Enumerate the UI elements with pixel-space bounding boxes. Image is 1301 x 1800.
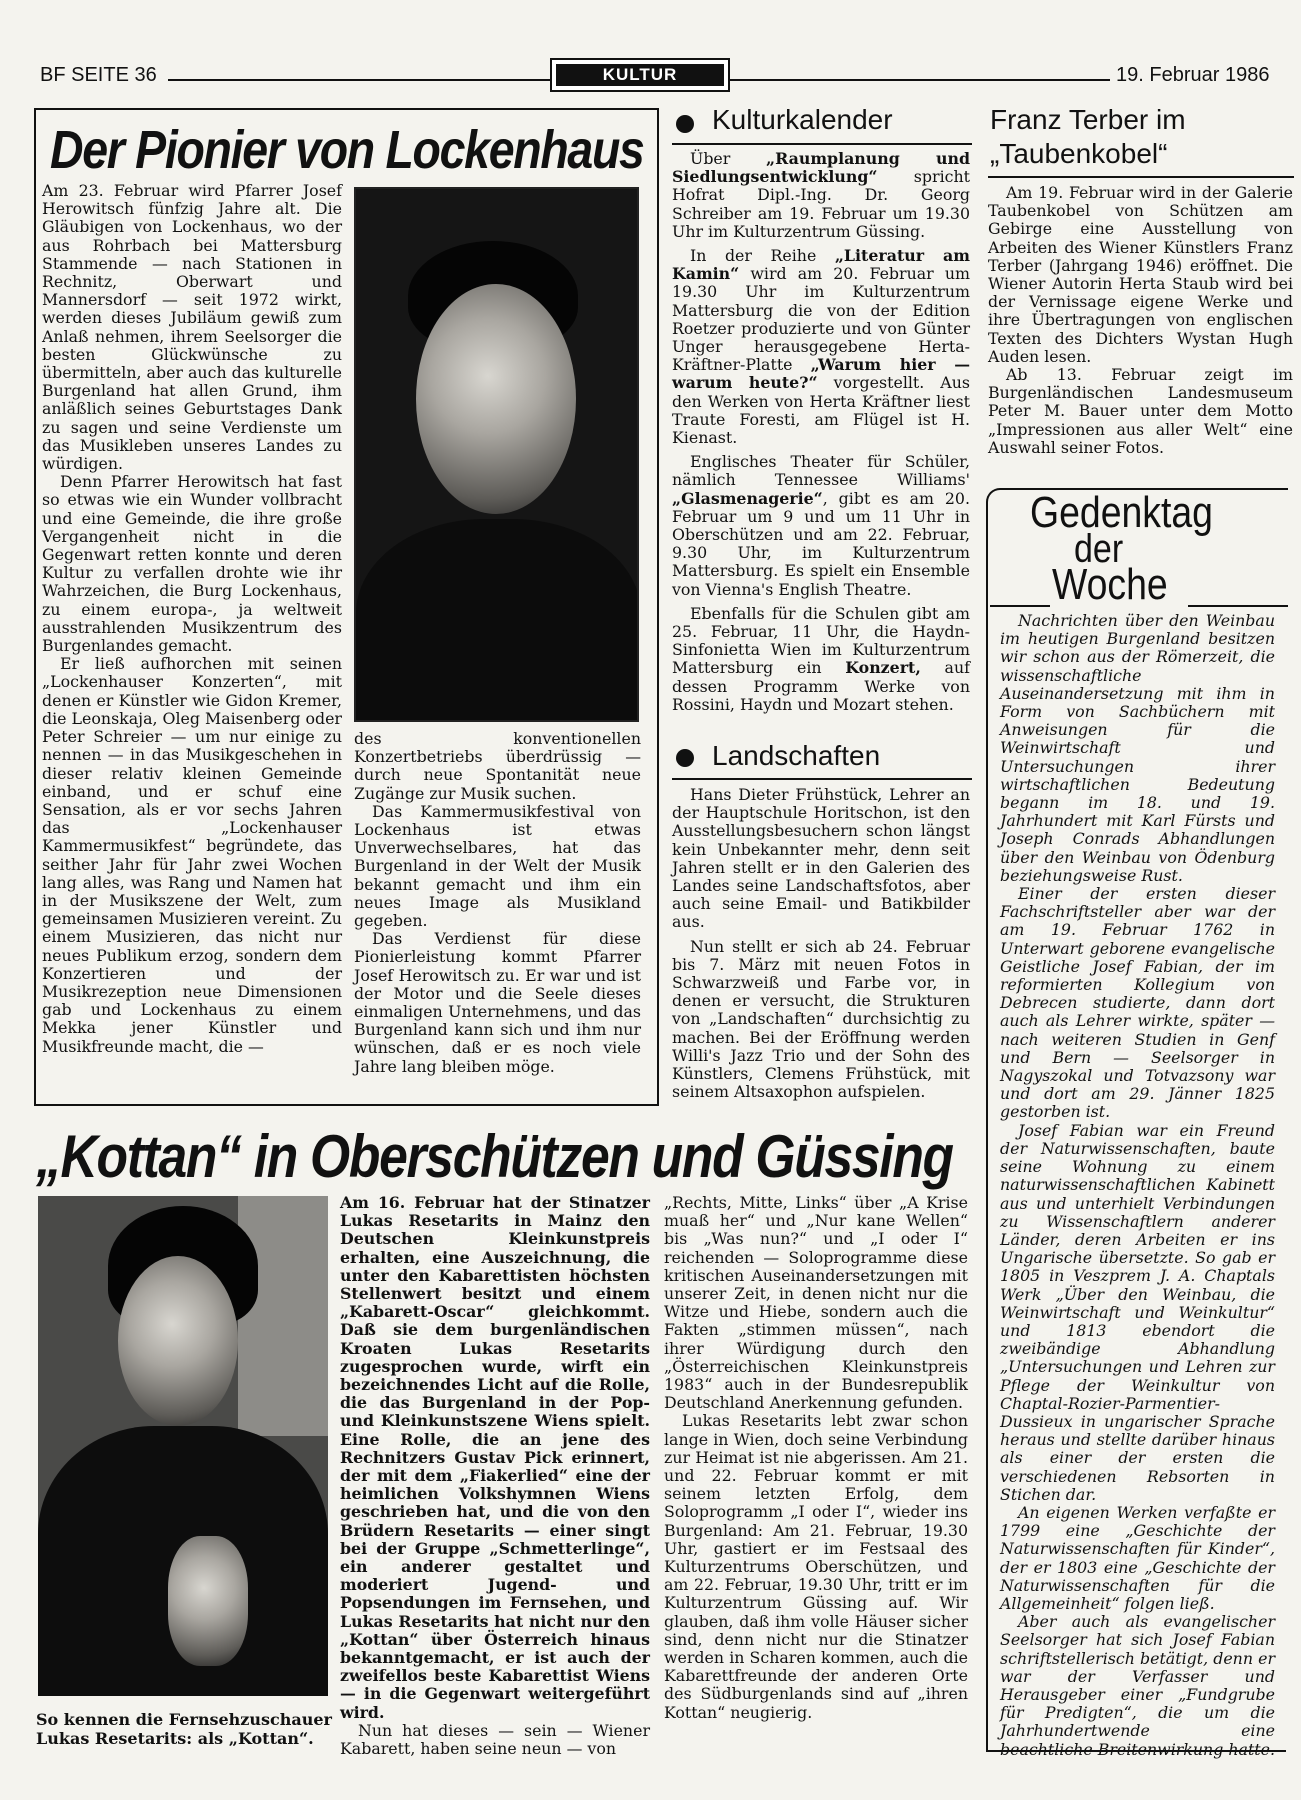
- terber-rule: [988, 176, 1294, 178]
- page-number: BF SEITE 36: [40, 64, 157, 86]
- kulturkalender-item-3: Englisches Theater für Schüler, nämlich Tennessee Williams' „Glasmenagerie“, gibt es am 20. Februar um 9 und um 11 Uhr in Oberschützen und am 22. Februar, 9.30 Uhr, im Kulturzentrum Mattersburg. Es spielt ein Ensemble von Vienna's English Theatre.: [672, 452, 970, 599]
- article-kottan-col2-p2: Lukas Resetarits lebt zwar schon lange in Wien, doch seine Verbindung zur Heimat ist nie abgerissen. Am 21. und 22. Februar kommt er mit seinem letzten Erfolg, dem Soloprogramm „I oder I“, wieder ins Burgenland: Am 21. Februar, 19.30 Uhr, gastiert er im Festsaal des Kulturzentrums Oberschützen, und am 22. Februar, 19.30 Uhr, tritt er im Kulturzentrum Güssing auf. Wir glauben, daß ihm volle Häuser sicher sind, denn nicht nur die Stinatzer werden in Scharen kommen, auch die Kabarettfreunde der anderen Orte des Südburgenlands sind auf „ihren Kottan“ neugierig.: [664, 1411, 968, 1722]
- issue-date: 19. Februar 1986: [1116, 64, 1270, 86]
- header-rule-right: [730, 79, 1110, 81]
- article-kottan-col2-p1: „Rechts, Mitte, Links“ über „A Krise muaß her“ und „Nur kane Wellen“ bis „Was nun?“ und „I oder I“ reichenden — Soloprogramme diese kritischen Auseinandersetzungen mit unserer Zeit, in denen nicht nur die Witze und Hiebe, sondern auch die Fakten „stimmen müssen“, nach ihrer Würdigung durch den „Österreichischen Kleinkunstpreis 1983“ auch in der Bundesrepublik Deutschland Anerkennung gefunden.: [664, 1193, 968, 1413]
- landschaften-p2: Nun stellt er sich ab 24. Februar bis 7. März mit neuen Fotos in Schwarzweiß und Farbe vor, in denen er versucht, die Strukturen von „Landschaften“ durchsichtig zu machen. Bei der Eröffnung werden Willi's Jazz Trio und der Sohn des Künstlers, Clemens Frühstück, mit seinem Altsaxophon aufspielen.: [672, 936, 970, 1102]
- terber-p2: Ab 13. Februar zeigt im Burgenländischen Landesmuseum Peter M. Bauer unter dem Motto „Impressionen aus aller Welt“ eine Auswahl seiner Fotos.: [988, 365, 1293, 457]
- gedenktag-p4: An eigenen Werken verfaßte er 1799 eine „Geschichte der Naturwissenschaften für Kinder“, der er 1803 eine „Geschichte der Naturwissenschaften für die Allgemeinheit“ folgen ließ.: [1000, 1502, 1275, 1613]
- photo-caption: So kennen die Fernsehzuschauer Lukas Resetarits: als „Kottan“.: [36, 1710, 332, 1748]
- kulturkalender-body: [672, 150, 970, 714]
- landschaften-rule: [672, 778, 972, 780]
- gedenktag-frame-left: [986, 604, 988, 1752]
- article-kottan-col2: [664, 1194, 968, 1722]
- terber-title-line1: Franz Terber im: [990, 104, 1186, 135]
- landschaften-p1: Hans Dieter Frühstück, Lehrer an der Hauptschule Horitschon, ist den Ausstellungsbesuchern schon längst kein Unbekannter mehr, denn seit Jahren stellt er in den Galerien des Landes seine Landschaftsfotos, aber auch seine Email- und Batikbilder aus.: [672, 785, 970, 932]
- article-pionier-p2: Denn Pfarrer Herowitsch hat fast so etwas wie ein Wunder vollbracht und eine Gemeinde, die ihre große Vergangenheit nicht in die Gegenwart retten konnte und deren Kultur zu verfallen drohte wie ihr Wahrzeichen, die Burg Lockenhaus, zu einem europa-, ja weltweit ausstrahlenden Musikzentrum des Burgenlandes gemacht.: [42, 472, 342, 656]
- gedenktag-p5: Aber auch als evangelischer Seelsorger hat sich Josef Fabian schriftstellerisch betätigt, denn er war der Verfasser und Herausgeber einer „Fundgrube für Predigten“, die um die Jahrhundertwende eine: [1000, 1612, 1275, 1741]
- photo-background-building: [238, 1196, 328, 1436]
- gedenktag-p1: Nachrichten über den Weinbau im heutigen Burgenland besitzen wir schon aus der Römerzeit, die wissenschaftliche Auseinandersetzung mit ihm in Form von Sachbüchern mit Anweisungen für die Weinwirtschaft und Untersuchungen ihrer wirtschaftlichen Bedeutung begann im 18. und 19. Jahrhundert mit Karl Fürsts und Joseph Conrads Abhandlungen über den Weinbau von Ödenburg beziehungsweise Rust.: [1000, 611, 1275, 885]
- kulturkalender-item-1: Über „Raumplanung und Siedlungsentwicklung“ spricht Hofrat Dipl.-Ing. Dr. Georg Schreiber am 19. Februar um 19.30 Uhr im Kulturzentrum Güssing.: [672, 149, 970, 241]
- article-pionier-p3: Er ließ aufhorchen mit seinen „Lockenhauser Konzerten“, mit denen er Künstler wie Gidon Kremer, die Leonskaja, Oleg Maisenberg oder Peter Schreier — um nur einige zu nennen — in das Musikgeschehen in dieser relativ kleinen Gemeinde einband, und er schuf eine Sensation, als er vor sechs Jahren das „Lockenhauser Kammermusikfest“ begründete, das seither Jahr für Jahr zwei Wochen lang alles, was Rang und Namen hat in der Musikszene der Welt, zum gemeinsamen Musizieren vereint. Zu einem Musizieren, das nicht nur neues Publikum erzog, sondern dem Konzertieren und der Musikrezeption neue Dimensionen gab und Lockenhaus zu einem Mekka jener Künstler und Musikfreunde macht, die —: [42, 654, 342, 1056]
- kulturkalender-title: Kulturkalender: [712, 104, 893, 135]
- gedenktag-body: [1000, 612, 1275, 1759]
- landschaften-body: [672, 786, 970, 1101]
- article-pionier-col2-p1: des konventionellen Konzertbetriebs überdrüssig — durch neue Spontanität neue Zugänge zur Musik suchen.: [354, 729, 641, 803]
- article-pionier-col2: [354, 730, 641, 1076]
- article-pionier-headline: Der Pionier von Lockenhaus: [50, 120, 644, 180]
- header-rule-left: [168, 79, 550, 81]
- gedenktag-p2: Einer der ersten dieser Fachschriftsteller aber war der am 19. Februar 1762 in Unterwart geborene evangelische Geistliche Josef Fabian, der im reformierten Kollegium von Debrecen studierte, dann dort auch als Lehrer wirkte, später — nach weiteren Studien in Genf und Bern — Seelsorger in Nagyszokal und Totvazsony war und dort am 29. Jänner 1825 gestorben ist.: [1000, 884, 1275, 1122]
- photo-resetarits: [38, 1196, 328, 1696]
- gedenktag-title-2: der: [1074, 527, 1124, 571]
- article-kottan-headline: „Kottan“ in Oberschützen und Güssing: [36, 1123, 953, 1190]
- article-kottan-p2: Nun hat dieses — sein — Wiener Kabarett, haben seine neun — von: [340, 1720, 650, 1759]
- photo-herowitsch: [354, 187, 639, 722]
- gedenktag-title-underline-left: [990, 605, 1050, 607]
- section-label: KULTUR: [556, 64, 724, 86]
- article-pionier-col1: [42, 182, 342, 1056]
- gedenktag-title-underline-right: [1188, 605, 1288, 607]
- kulturkalender-item-2: In der Reihe „Literatur am Kamin“ wird am 20. Februar um 19.30 Uhr im Kulturzentrum Mattersburg die von der Edition Roetzer produzierte und von Günter Unger herausgegebene Herta-Kräftner-Platte „Warum hier — warum heute?“ vorgestellt. Aus den Werken von Herta Kräftner liest Traute Foresti, am Flügel ist H. Kienast.: [672, 246, 971, 448]
- terber-body: [988, 184, 1293, 457]
- terber-title-line2: „Taubenkobel“: [990, 138, 1168, 169]
- landschaften-title: Landschaften: [712, 740, 881, 771]
- gedenktag-title-3: Woche: [1052, 560, 1168, 609]
- kulturkalender-item-4: Ebenfalls für die Schulen gibt am 25. Februar, 11 Uhr, die Haydn-Sinfonietta Wien im Kulturzentrum Mattersburg ein Konzert, auf dessen Programm Werke von Rossini, Haydn und Mozart stehen.: [672, 603, 970, 714]
- article-pionier-col2-p3: Das Verdienst für diese Pionierleistung kommt Pfarrer Josef Herowitsch zu. Er war und ist der Motor und die Seele dieses einmaligen Unternehmens, und das Burgenland kann sich und ihm nur wünschen, daß er es noch viele Jahre lang bleiben möge.: [354, 929, 641, 1076]
- article-pionier-p1: Am 23. Februar wird Pfarrer Josef Herowitsch fünfzig Jahre alt. Die Gläubigen von Lockenhaus, wo der aus Rohrbach bei Mattersburg Stammende — nach Stationen in Rechnitz, Oberwart und Mannersdorf — seit 1972 wirkt, werden dieses Jubiläum gewiß zum Anlaß nehmen, ihrem Seelsorger die besten Glückwünsche zu übermitteln, aber auch das kulturelle Burgenland hat allen Grund, ihm anläßlich seines Geburtstages Dank zu sagen und seine Verdienste um das Musikleben unseres Landes zu würdigen.: [42, 181, 342, 474]
- bullet-icon: [676, 749, 694, 767]
- gedenktag-p3: Josef Fabian war ein Freund der Naturwissenschaften, baute seine Wohnung zu einem naturwissenschaftlichen Kabinett aus und unterhielt Verbindungen zu Wissenschaftlern anderer Länder, deren Arbeiten er ins Ungarische übersetzte. So gab er 1805 in Veszprem J. A. Chaptals Werk „Über den Weinbau, die Weinwirtschaft und Weinkultur“ und 1813 ebendort die zweibändige Abhandlung „Untersuchungen und Lehren zur Pflege der Weinkultur von Chaptal-Rozier-Parmentier-Dussieux in ungarischer Sprache heraus und stellte darüber hinaus als einer der ersten die verschiedenen Rebsorten in Stichen dar.: [1000, 1120, 1275, 1504]
- photo-face-shape: [118, 1256, 238, 1426]
- photo-hand-shape: [168, 1536, 248, 1666]
- photo-sweater-shape: [356, 519, 639, 722]
- gedenktag-title-1: Gedenktag: [1030, 488, 1213, 537]
- article-kottan-col1: [340, 1194, 650, 1758]
- kulturkalender-rule: [672, 143, 972, 145]
- gedenktag-frame-bottom: [986, 1750, 1286, 1752]
- photo-face-shape: [416, 284, 576, 514]
- section-label-box: [550, 58, 730, 92]
- article-pionier-col2-p2: Das Kammermusikfestival von Lockenhaus ist etwas Unverwechselbares, hat das Burgenland in der Welt der Musik bekannt gemacht und ihm ein neues Image als Musikland gegeben.: [354, 801, 641, 931]
- article-kottan-lead: Am 16. Februar hat der Stinatzer Lukas Resetarits in Mainz den Deutschen Kleinkunstpreis erhalten, eine Auszeichnung, die unter den Kabarettisten höchsten Stellenwert besitzt und einem „Kabarett-Oscar“ gleichkommt. Daß sie dem burgenländischen Kroaten Lukas Resetarits zugesprochen wurde, wirft ein bezeichnendes Licht auf die Rolle, die das Burgenland in der Pop- und Kleinkunstszene Wiens spielt. Eine Rolle, die an jene des Rechnitzers Gustav Pick erinnert, der mit dem „Fiakerlied“ eine der heimlichen Volkshymnen Wiens geschrieben hat, und die von den Brüdern Resetarits — einer singt bei der Gruppe „Schmetterlinge“, ein anderer gestaltet und moderiert Jugend- und Popsendungen im Fernsehen, und Lukas Resetarits hat nicht nur den „Kottan“ über Österreich hinaus bekanntgemacht, er ist auch der zweifellos beste Kabarettist Wiens — in die Gegenwart weitergeführt wird.: [340, 1193, 650, 1722]
- bullet-icon: [676, 115, 694, 133]
- terber-p1: Am 19. Februar wird in der Galerie Taubenkobel von Schützen am Gebirge eine Ausstellung von Arbeiten des Wiener Künstlers Franz Terber (Jahrgang 1946) eröffnet. Die Wiener Autorin Herta Staub wird bei der Vernissage eigene Werke und ihre Übertragungen von englischen Texten des Dichters Wystan Hugh Auden lesen.: [988, 183, 1293, 366]
